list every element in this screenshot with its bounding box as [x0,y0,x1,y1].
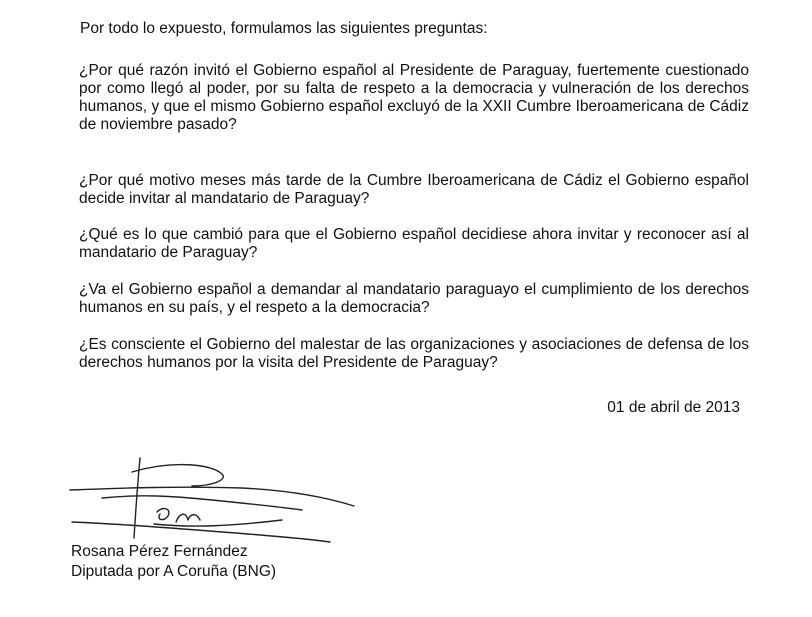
question-3: ¿Qué es lo que cambió para que el Gobierno español decidiese ahora invitar y reconocer así al mandatario de Paraguay? [79,226,749,261]
question-5: ¿Es consciente el Gobierno del malestar de las organizaciones y asociaciones de defensa de los derechos humanos por la visita del Presidente de Paraguay? [79,336,749,371]
signer-name: Rosana Pérez Fernández [71,543,248,560]
question-4: ¿Va el Gobierno español a demandar al mandatario paraguayo el cumplimiento de los derechos humanos en su país, y el respeto a la democracia? [79,281,749,316]
question-2: ¿Por qué motivo meses más tarde de la Cumbre Iberoamericana de Cádiz el Gobierno español decide invitar al mandatario de Paraguay? [79,172,749,207]
document-date: 01 de abril de 2013 [607,399,740,416]
intro-text: Por todo lo expuesto, formulamos las siguientes preguntas: [80,20,488,37]
signer-title: Diputada por A Coruña (BNG) [71,563,277,580]
signer-block [71,542,276,582]
handwritten-signature [62,450,382,555]
question-1: ¿Por qué razón invitó el Gobierno español al Presidente de Paraguay, fuertemente cuestionado por como llegó al poder, por su falta de respeto a la democracia y vulneración de los derechos humanos, y que el mismo Gobierno español excluyó de la XXII Cumbre Iberoamericana de Cádiz de noviembre pasado? [79,62,749,133]
